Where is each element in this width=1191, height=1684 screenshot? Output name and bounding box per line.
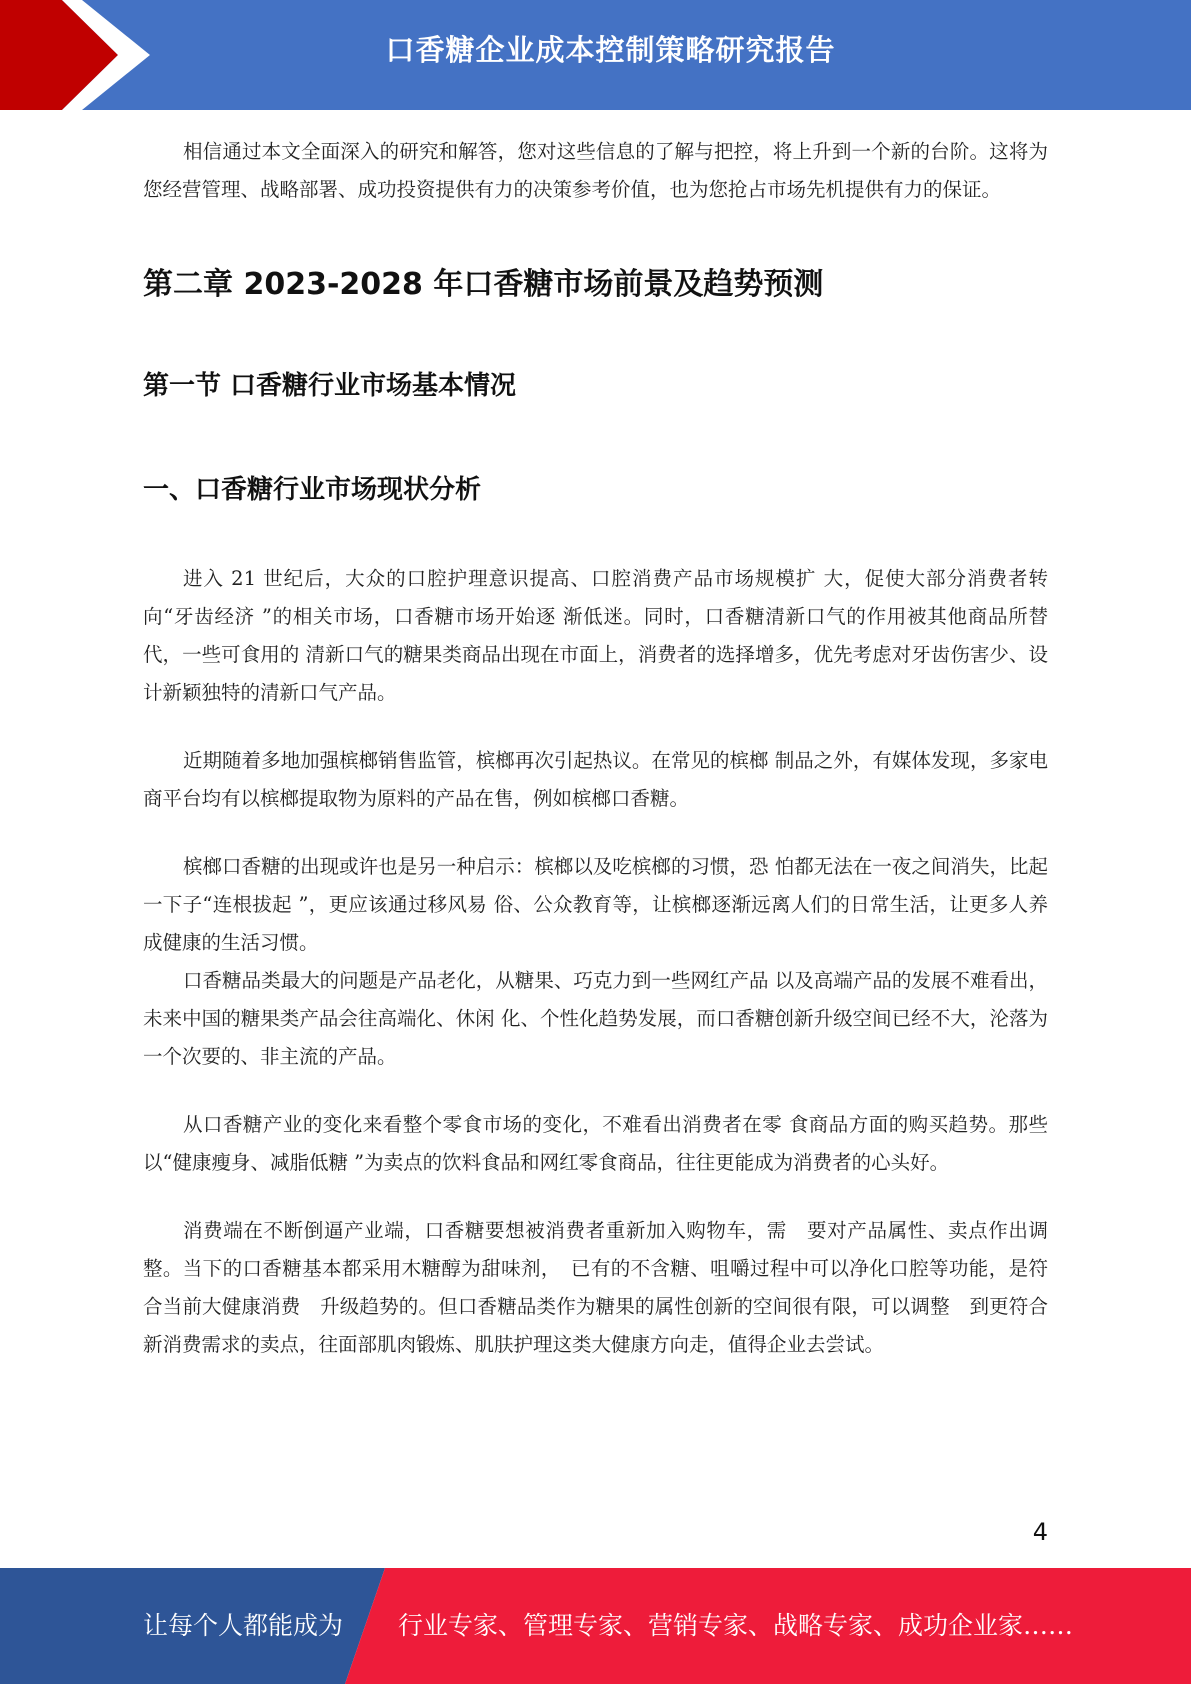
subsection-title: 一、口香糖行业市场现状分析 — [143, 475, 482, 505]
report-title: 口香糖企业成本控制策略研究报告 — [385, 33, 836, 67]
section-title: 第一节 口香糖行业市场基本情况 — [143, 371, 517, 401]
body-paragraph: 消费端在不断倒逼产业端，口香糖要想被消费者重新加入购物车，需 要对产品属性、卖点作出调整。当下的口香糖基本都采用木糖醇为甜味剂， 已有的不含糖、咀嚼过程中可以净化口腔等功能，是符合当前大健康消费 升级趋势的。但口香糖品类作为糖果的属性创新的空间很有限，可以调整 到更符合新消费需求的卖点，往面部肌肉锻炼、肌肤护理这类大健康方向走，值得企业去尝试。 — [143, 1219, 1048, 1356]
page-footer — [0, 1568, 1191, 1684]
body-paragraph: 槟榔口香糖的出现或许也是另一种启示：槟榔以及吃槟榔的习惯，恐 怕都无法在一夜之间消失，比起一下子“连根拔起 ”，更应该通过移风易 俗、公众教育等，让槟榔逐渐远离人们的日常生活，让更多人养成健康的生活习惯。 — [143, 855, 1048, 954]
body-paragraph: 进入 21 世纪后，大众的口腔护理意识提高、口腔消费产品市场规模扩 大，促使大部分消费者转向“牙齿经济 ”的相关市场，口香糖市场开始逐 渐低迷。同时，口香糖清新口气的作用被其他商品所替代，一些可食用的 清新口气的糖果类商品出现在市面上，消费者的选择增多，优先考虑对牙齿伤害少、设计新颖独特的清新口气产品。 — [143, 567, 1048, 704]
body-paragraph: 口香糖品类最大的问题是产品老化，从糖果、巧克力到一些网红产品 以及高端产品的发展不难看出，未来中国的糖果类产品会往高端化、休闲 化、个性化趋势发展，而口香糖创新升级空间已经不大，沦落为一个次要的、非主流的产品。 — [143, 969, 1048, 1068]
chapter-title: 第二章 2023-2028 年口香糖市场前景及趋势预测 — [143, 267, 824, 302]
intro-paragraph: 相信通过本文全面深入的研究和解答，您对这些信息的了解与把控，将上升到一个新的台阶。这将为您经营管理、战略部署、成功投资提供有力的决策参考价值，也为您抢占市场先机提供有力的保证。 — [143, 140, 1048, 201]
footer-slogan-left: 让每个人都能成为 — [143, 1611, 344, 1640]
body-paragraph: 从口香糖产业的变化来看整个零食市场的变化，不难看出消费者在零 食商品方面的购买趋势。那些以“健康瘦身、减脂低糖 ”为卖点的饮料食品和网红零食商品，往往更能成为消费者的心头好。 — [143, 1113, 1048, 1174]
page-header — [0, 0, 1191, 110]
footer-slogan-right: 行业专家、管理专家、营销专家、战略专家、成功企业家…… — [398, 1611, 1074, 1640]
page-number: 4 — [1032, 1518, 1048, 1546]
body-paragraph: 近期随着多地加强槟榔销售监管，槟榔再次引起热议。在常见的槟榔 制品之外，有媒体发现，多家电商平台均有以槟榔提取物为原料的产品在售，例如槟榔口香糖。 — [143, 749, 1048, 810]
page-content — [143, 133, 1048, 1364]
